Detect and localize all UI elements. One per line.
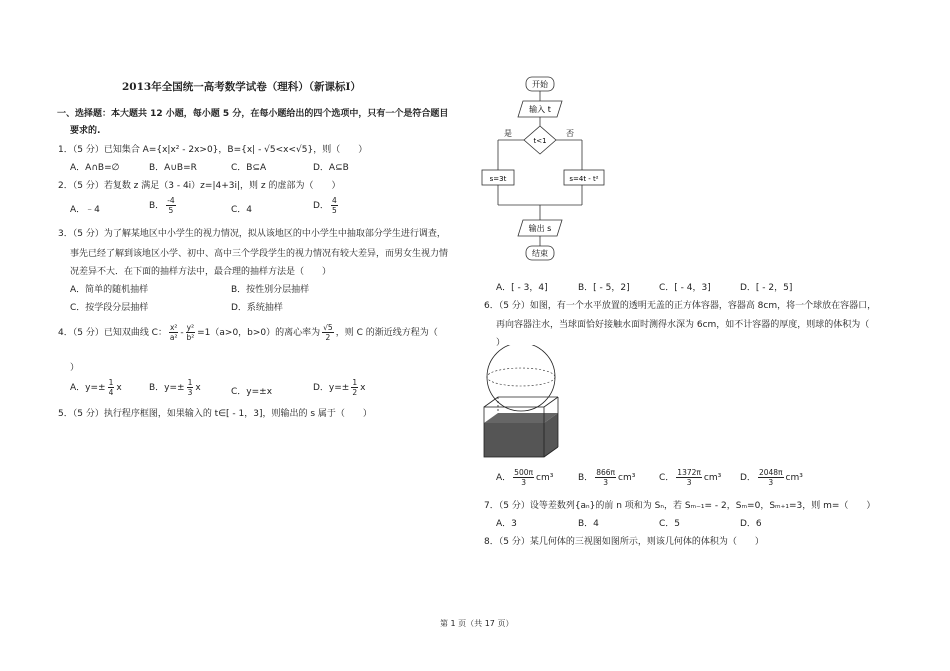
q3-option-d: D．系统抽样 xyxy=(231,303,283,313)
q6-option-a: A． $\frac{500\pi}{3}$ cm³ xyxy=(496,468,554,487)
q5-option-a: A．[ - 3，4] xyxy=(496,283,548,293)
question-4: 4．（5 分）已知双曲线 C： $\frac{\text{x²}}{\text{a²}}$ - $\frac{\text{y²}}{\text{b²}}$ =1（a>0，b>0）的离心率为 $\frac{√5}{2}$ ，则 C 的渐近线方程为（ xyxy=(58,323,438,342)
q6-option-c: C． $\frac{1372\pi}{3}$ cm³ xyxy=(659,468,722,487)
question-1: 1．（5 分）已知集合 A={x|x² - 2x>0}，B={x| - √5<x<√5}，则（ ） xyxy=(58,145,368,155)
q1-option-c: C．B⊆A xyxy=(231,163,267,173)
question-8: 8．（5 分）某几何体的三视图如图所示，则该几何体的体积为（ ） xyxy=(484,537,764,547)
q4-option-d: D．y=± $\frac{1}{2}$ x xyxy=(313,378,366,397)
section-heading: 一、选择题：本大题共 12 小题，每小题 5 分，在每小题给出的四个选项中，只有一个是符合题目 xyxy=(57,109,449,119)
flow-right-box-label: s=4t - t² xyxy=(569,175,599,183)
question-7: 7．（5 分）设等差数列{aₙ}的前 n 项和为 Sₙ，若 Sₘ₋₁= - 2，Sₘ=0，Sₘ₊₁=3，则 m=（ ） xyxy=(484,501,876,511)
flow-left-box-label: s=3t xyxy=(489,175,507,183)
page-footer: 第 1 页（共 17 页） xyxy=(440,619,514,628)
question-3-line1: 3．（5 分）为了解某地区中小学生的视力情况，拟从该地区的中小学生中抽取部分学生进行调查， xyxy=(58,229,446,239)
q2-option-d: D． $\frac{4}{5}$ xyxy=(313,196,337,215)
q4-option-b: B．y=± $\frac{1}{3}$ x xyxy=(149,378,201,397)
page-title: 2013年全国统一高考数学试卷（理科）（新课标Ⅰ） xyxy=(122,81,361,93)
q2-option-a: A．﹣4 xyxy=(70,205,100,215)
question-5: 5．（5 分）执行程序框图，如果输入的 t∈[ - 1，3]，则输出的 s 属于（ ） xyxy=(58,409,372,419)
q4-option-a: A．y=± $\frac{1}{4}$ x xyxy=(70,378,122,397)
q2-option-c: C．4 xyxy=(231,205,253,215)
flow-decision-label: t<1 xyxy=(533,137,547,145)
section-heading-cont: 要求的. xyxy=(70,126,101,136)
q7-option-a: A．3 xyxy=(496,519,517,529)
q3-option-b: B．按性别分层抽样 xyxy=(231,285,310,295)
q5-option-d: D．[ - 2，5] xyxy=(740,283,793,293)
q1-option-b: B．A∪B=R xyxy=(149,163,197,173)
flow-input-label: 输入 t xyxy=(529,105,551,114)
q1-option-a: A．A∩B=∅ xyxy=(70,163,120,173)
question-6-line3: ） xyxy=(496,338,506,348)
question-2: 2．（5 分）若复数 z 满足（3 - 4i）z=|4+3i|，则 z 的虚部为（ ） xyxy=(58,181,341,191)
question-6-line2: 再向容器注水，当球面恰好接触水面时测得水深为 6cm，如不计容器的厚度，则球的体积为（ xyxy=(496,320,870,330)
q3-option-a: A．简单的随机抽样 xyxy=(70,285,149,295)
question-4-close: ） xyxy=(70,363,80,373)
flow-start-label: 开始 xyxy=(532,80,548,89)
flow-end-label: 结束 xyxy=(532,249,548,258)
q5-option-c: C．[ - 4，3] xyxy=(659,283,711,293)
question-3-line2: 事先已经了解到该地区小学、初中、高中三个学段学生的视力情况有较大差异，而男女生视力情 xyxy=(70,249,449,259)
q1-option-d: D．A⊆B xyxy=(313,163,349,173)
q2-option-b: B． $\frac{-4}{5}$ xyxy=(149,196,175,215)
q6-option-b: B． $\frac{866\pi}{3}$ cm³ xyxy=(578,468,636,487)
q4-option-c: C．y=±x xyxy=(231,387,273,397)
q5-option-b: B．[ - 5，2] xyxy=(578,283,630,293)
q7-option-c: C．5 xyxy=(659,519,681,529)
flow-output-label: 输出 s xyxy=(528,224,552,233)
q7-option-b: B．4 xyxy=(578,519,599,529)
question-3-line3: 况差异不大．在下面的抽样方法中，最合理的抽样方法是（ ） xyxy=(70,267,332,277)
q3-option-c: C．按学段分层抽样 xyxy=(70,303,149,313)
flow-no-label: 否 xyxy=(566,129,574,138)
q7-option-d: D．6 xyxy=(740,519,762,529)
cube-sphere-figure xyxy=(478,345,568,460)
q6-option-d: D． $\frac{2048\pi}{3}$ cm³ xyxy=(740,468,803,487)
flow-yes-label: 是 xyxy=(504,129,512,138)
question-6-line1: 6．（5 分）如图，有一个水平放置的透明无盖的正方体容器，容器高 8cm，将一个球放在容器口， xyxy=(484,301,877,311)
flowchart xyxy=(480,70,620,270)
